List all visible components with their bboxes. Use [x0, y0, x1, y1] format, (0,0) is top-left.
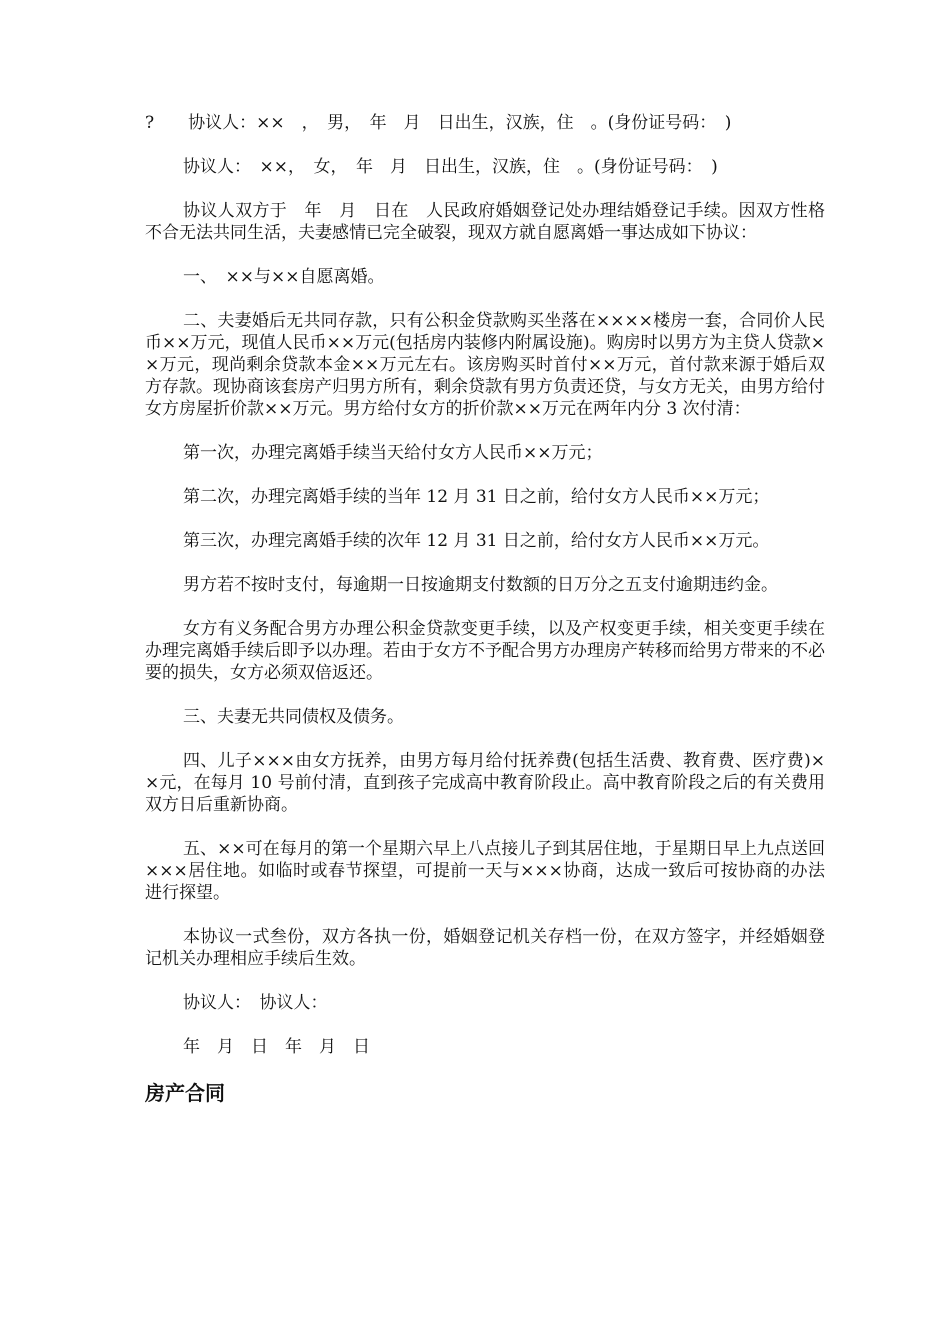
clause-five: 五、××可在每月的第一个星期六早上八点接儿子到其居住地，于星期日早上九点送回×××居住地。如临时或春节探望，可提前一天与×××协商，达成一致后可按协商的办法进行探望。 — [145, 839, 825, 903]
document-page — [145, 112, 825, 1106]
signature-line: 协议人： 协议人： — [183, 993, 328, 1013]
party-two-line: 协议人： ××， 女， 年 月 日出生，汉族，住 。(身份证号码： ) — [183, 157, 718, 177]
agreement-preamble: 协议人双方于 年 月 日在 人民政府婚姻登记处办理结婚登记手续。因双方性格不合无法共同生活，夫妻感情已完全破裂，现双方就自愿离婚一事达成如下协议： — [145, 201, 825, 243]
payment-first: 第一次，办理完离婚手续当天给付女方人民币××万元； — [183, 443, 603, 463]
clause-four: 四、儿子×××由女方抚养，由男方每月给付抚养费(包括生活费、教育费、医疗费)××元，在每月 10 号前付清，直到孩子完成高中教育阶段止。高中教育阶段之后的有关费用双方日后重新协商。 — [145, 751, 825, 815]
clause-one: 一、 ××与××自愿离婚。 — [183, 267, 385, 287]
payment-third: 第三次，办理完离婚手续的次年 12 月 31 日之前，给付女方人民币××万元。 — [183, 531, 770, 551]
cooperation-clause: 女方有义务配合男方办理公积金贷款变更手续，以及产权变更手续，相关变更手续在办理完离婚手续后即予以办理。若由于女方不予配合男方办理房产转移而给男方带来的不必要的损失，女方必须双倍返还。 — [145, 619, 825, 683]
clause-two: 二、夫妻婚后无共同存款，只有公积金贷款购买坐落在××××楼房一套，合同价人民币××万元，现值人民币××万元(包括房内装修内附属设施)。购房时以男方为主贷人贷款××万元，现尚剩余贷款本金××万元左右。该房购买时首付××万元，首付款来源于婚后双方存款。现协商该套房产归男方所有，剩余贷款有男方负责还贷，与女方无关，由男方给付女方房屋折价款××万元。男方给付女方的折价款××万元在两年内分 3 次付清： — [145, 311, 825, 419]
copies-clause: 本协议一式叁份，双方各执一份，婚姻登记机关存档一份，在双方签字，并经婚姻登记机关办理相应手续后生效。 — [145, 927, 825, 969]
next-section-heading: 房产合同 — [145, 1081, 225, 1105]
party-one-line: ? 协议人：×× ， 男， 年 月 日出生，汉族，住 。(身份证号码： ) — [145, 113, 732, 133]
late-penalty-clause: 男方若不按时支付，每逾期一日按逾期支付数额的日万分之五支付逾期违约金。 — [183, 575, 778, 595]
payment-second: 第二次，办理完离婚手续的当年 12 月 31 日之前，给付女方人民币××万元； — [183, 487, 770, 507]
clause-three: 三、夫妻无共同债权及债务。 — [183, 707, 404, 727]
date-line: 年 月 日 年 月 日 — [183, 1037, 370, 1057]
